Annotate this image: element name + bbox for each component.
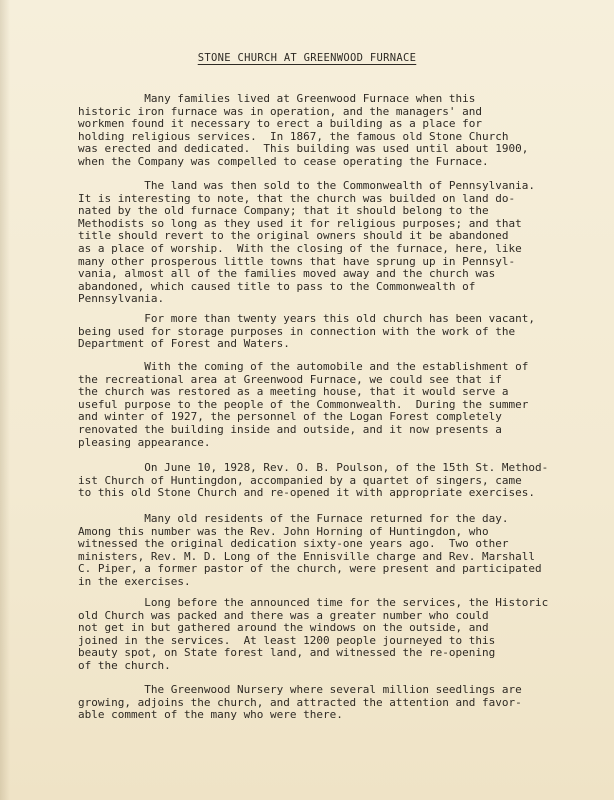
paragraph-5: On June 10, 1928, Rev. O. B. Poulson, of the 15th St. Method- ist Church of Huntingdon, accompanied by a quartet of singers, came to this old Stone Church and re-opened it with appropriate exercises. [78, 461, 549, 500]
paragraph-7: Long before the announced time for the services, the Historic old Church was packed and there was a greater number who could not get in but gathered around the windows on the outside, and joined in the services. At least 1200 people journeyed to this beauty spot, on State forest land, and witnessed the re-opening of the church. [78, 596, 549, 672]
paragraph-3: For more than twenty years this old church has been vacant, being used for storage purposes in connection with the work of the Department of Forest and Waters. [78, 312, 535, 351]
paragraph-6: Many old residents of the Furnace returned for the day. Among this number was the Rev. John Horning of Huntingdon, who witnessed the original dedication sixty-one years ago. Two other ministers, Rev. M. D. Long of the Ennisville charge and Rev. Marshall C. Piper, a former pastor of the church, were present and participated in the exercises. [78, 512, 542, 588]
page-edge-shadow [0, 0, 10, 800]
paragraph-2: The land was then sold to the Commonwealth of Pennsylvania. It is interesting to note, that the church was builded on land do- nated by the old furnace Company; that it should belong to the Methodists so long as they used it for religious purposes; and that title should revert to the original owners should it be abandoned as a place of worship. With the closing of the furnace, here, like many other prosperous little towns that have sprung up in Pennsyl- vania, almost all of the families moved away and the church was abandoned, which caused title to pass to the Commonwealth of Pennsylvania. [78, 179, 535, 306]
page-title: STONE CHURCH AT GREENWOOD FURNACE [197, 52, 417, 64]
paragraph-4: With the coming of the automobile and the establishment of the recreational area at Greenwood Furnace, we could see that if the church was restored as a meeting house, that it would serve a useful purpose to the people of the Commonwealth. During the summer and winter of 1927, the personnel of the Logan Forest completely renovated the building inside and outside, and it now presents a pleasing appearance. [78, 360, 529, 449]
paragraph-1: Many families lived at Greenwood Furnace when this historic iron furnace was in operation, and the managers' and workmen found it necessary to erect a building as a place for holding religious services. In 1867, the famous old Stone Church was erected and dedicated. This building was used until about 1900, when the Company was compelled to cease operating the Furnace. [78, 92, 529, 168]
paragraph-8: The Greenwood Nursery where several million seedlings are growing, adjoins the church, and attracted the attention and favor- able comment of the many who were there. [78, 683, 522, 722]
